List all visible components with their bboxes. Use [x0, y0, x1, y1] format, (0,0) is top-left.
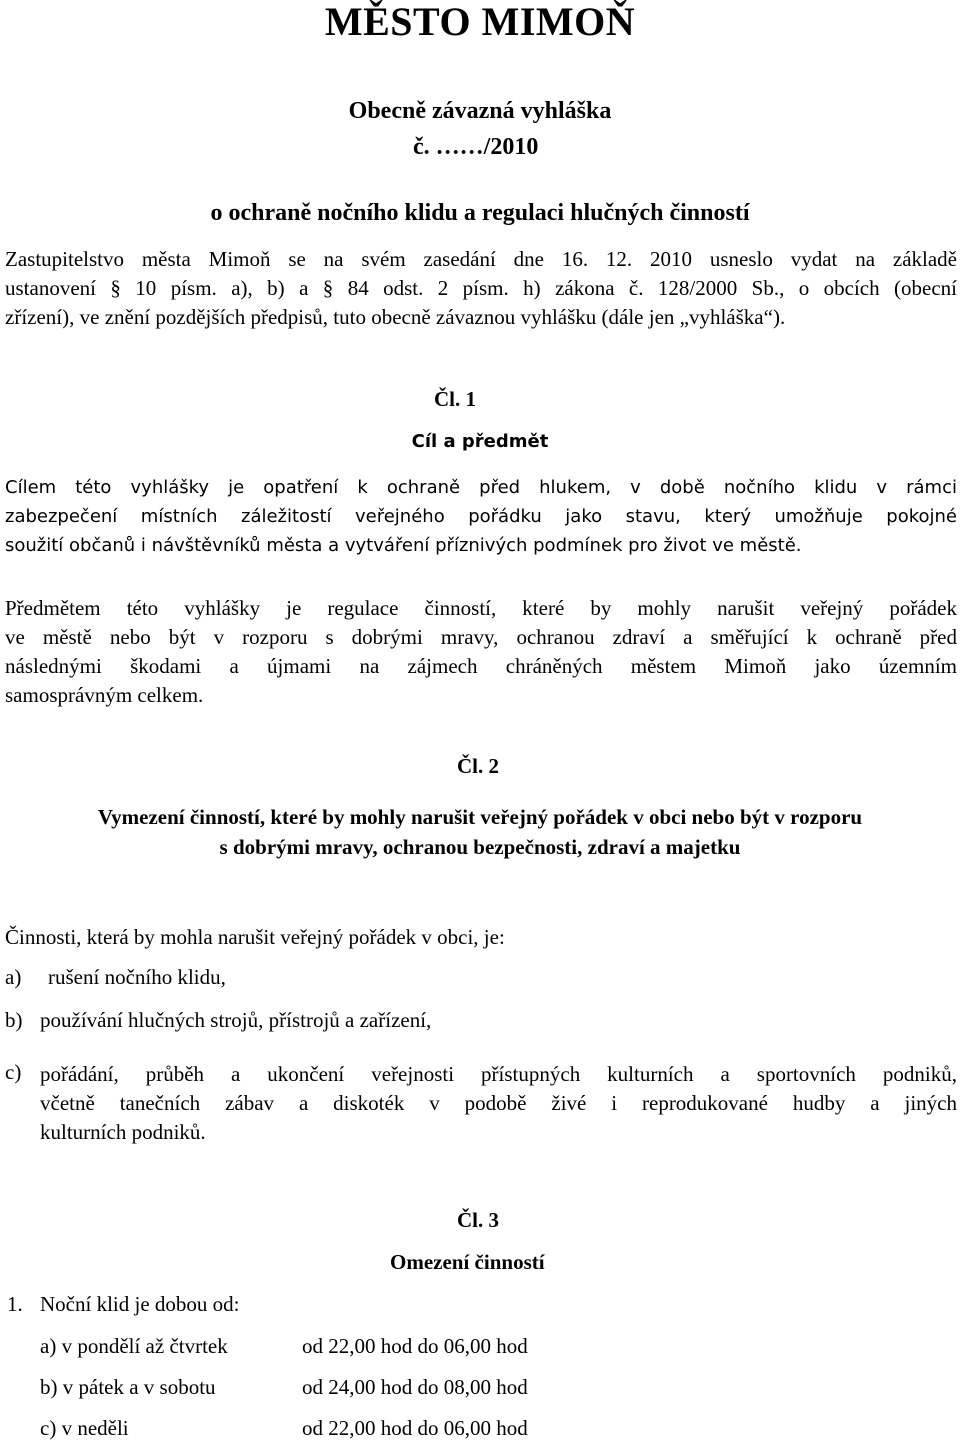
list-item-label: a)	[5, 965, 22, 989]
paragraph-line: Předmětem této vyhlášky je regulace činností, které by mohly narušit veřejný pořádek	[5, 596, 957, 620]
document-topic: o ochraně nočního klidu a regulaci hlučných činností	[210, 200, 750, 226]
list-item-text: rušení nočního klidu,	[48, 965, 226, 989]
schedule-day: b) v pátek a v sobotu	[40, 1375, 216, 1399]
article-1-paragraph-1	[5, 473, 957, 560]
preamble	[5, 245, 957, 332]
paragraph-line: zabezpečení místních záležitostí veřejného pořádku jako stavu, který umožňuje pokojné	[5, 506, 957, 527]
list-item-text: pořádání, průběh a ukončení veřejnosti přístupných kulturních a sportovních podniků,	[40, 1062, 957, 1086]
preamble-line: zřízení), ve znění pozdějších předpisů, tuto obecně závaznou vyhlášku (dále jen „vyhláška“).	[5, 305, 786, 329]
article-2-heading-line-2: s dobrými mravy, ochranou bezpečnosti, zdraví a majetku	[219, 835, 741, 859]
document-number: č. ……/2010	[413, 134, 539, 160]
document-type: Obecně závazná vyhláška	[348, 98, 612, 124]
list-item-text: kulturních podniků.	[40, 1120, 206, 1144]
paragraph-line: následnými škodami a újmami na zájmech chráněných městem Mimoň jako územním	[5, 654, 957, 678]
list-item-label: c)	[5, 1060, 22, 1084]
paragraph-line: samosprávným celkem.	[5, 683, 204, 707]
paragraph-line: Cílem této vyhlášky je opatření k ochraně před hlukem, v době nočního klidu v rámci	[5, 477, 957, 498]
list-item-label: b)	[5, 1008, 23, 1032]
article-1-number: Čl. 1	[434, 387, 476, 411]
list-item-text-block	[40, 1060, 957, 1147]
article-2-number: Čl. 2	[457, 754, 499, 778]
article-1-heading: Cíl a předmět	[411, 431, 549, 452]
article-2-intro: Činnosti, která by mohla narušit veřejný pořádek v obci, je:	[5, 925, 505, 949]
point-1-label: 1.	[7, 1292, 23, 1316]
schedule-time: od 24,00 hod do 08,00 hod	[302, 1375, 528, 1399]
schedule-time: od 22,00 hod do 06,00 hod	[302, 1334, 528, 1358]
preamble-line: Zastupitelstvo města Mimoň se na svém zasedání dne 16. 12. 2010 usneslo vydat na základě	[5, 247, 957, 271]
list-item-text: používání hlučných strojů, přístrojů a zařízení,	[40, 1008, 432, 1032]
schedule-day: a) v pondělí až čtvrtek	[40, 1334, 228, 1358]
article-3-heading: Omezení činností	[390, 1250, 545, 1274]
point-1-text: Noční klid je dobou od:	[40, 1292, 240, 1316]
article-2-heading-line-1: Vymezení činností, které by mohly narušit veřejný pořádek v obci nebo být v rozporu	[97, 805, 863, 829]
page-title: MĚSTO MIMOŇ	[324, 0, 636, 44]
article-1-paragraph-2	[5, 594, 957, 710]
preamble-line: ustanovení § 10 písm. a), b) a § 84 odst. 2 písm. h) zákona č. 128/2000 Sb., o obcích (obecní	[5, 276, 957, 300]
schedule-day: c) v neděli	[40, 1416, 129, 1440]
paragraph-line: ve městě nebo být v rozporu s dobrými mravy, ochranou zdraví a směřující k ochraně před	[5, 625, 957, 649]
article-3-number: Čl. 3	[457, 1208, 499, 1232]
list-item-text: včetně tanečních zábav a diskoték v podobě živé i reprodukované hudby a jiných	[40, 1091, 957, 1115]
schedule-time: od 22,00 hod do 06,00 hod	[302, 1416, 528, 1440]
paragraph-line: soužití občanů i návštěvníků města a vytváření příznivých podmínek pro život ve městě.	[5, 535, 802, 556]
